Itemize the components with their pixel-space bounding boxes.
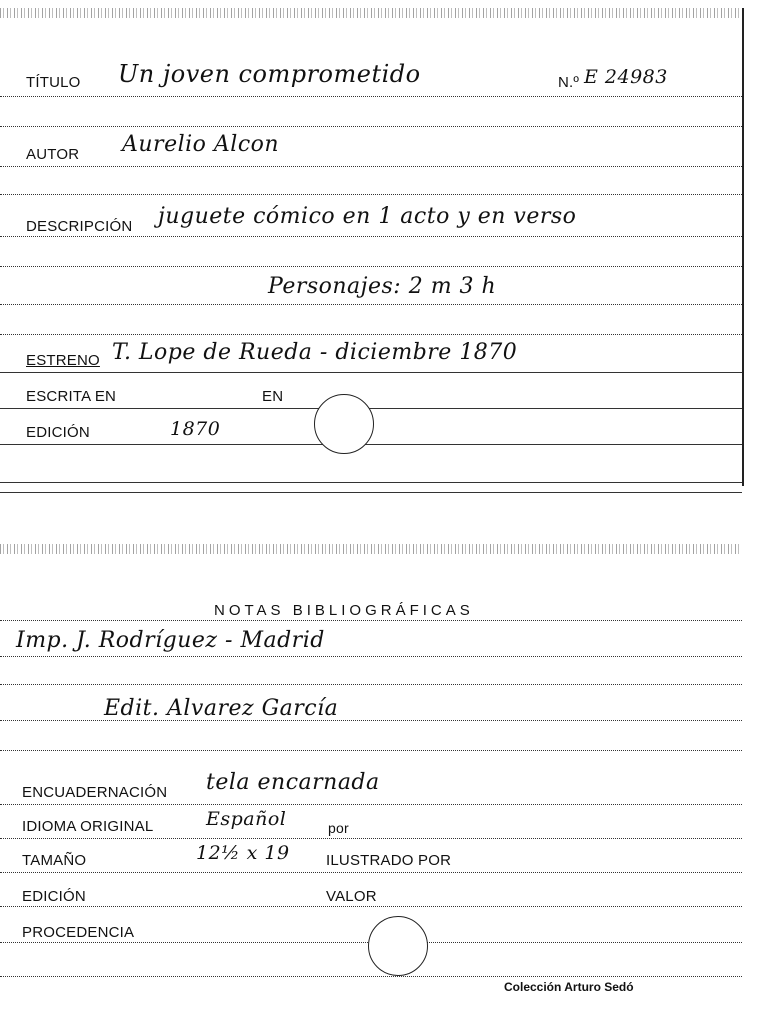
- procedencia-label: PROCEDENCIA: [22, 924, 135, 941]
- blank-rule: [0, 976, 742, 977]
- note-rule-2: [0, 720, 742, 721]
- note-rule-1: [0, 656, 742, 657]
- punch-hole: [368, 916, 428, 976]
- tamano-label: TAMAÑO: [22, 852, 87, 869]
- blank-rule: [0, 750, 742, 751]
- note-line-2: Edit. Alvarez García: [104, 696, 339, 721]
- estreno-rule: [0, 372, 742, 373]
- titulo-label: TÍTULO: [26, 74, 81, 91]
- punch-hole: [314, 394, 374, 454]
- descripcion-label: DESCRIPCIÓN: [26, 218, 133, 235]
- por-label: por: [328, 820, 349, 836]
- descripcion-line2: Personajes: 2 m 3 h: [268, 274, 497, 299]
- bottom-catalog-card: [0, 544, 742, 1028]
- edicion-value: 1870: [170, 418, 221, 440]
- blank-rule: [0, 266, 742, 267]
- descripcion-rule: [0, 236, 742, 237]
- card-separator: [0, 492, 742, 493]
- titulo-rule: [0, 96, 742, 97]
- valor-label: VALOR: [326, 888, 377, 905]
- titulo-value: Un joven comprometido: [118, 60, 421, 88]
- heading-rule: [0, 620, 742, 621]
- autor-rule: [0, 166, 742, 167]
- ilustrado-label: ILUSTRADO POR: [326, 852, 452, 869]
- escrita-label: ESCRITA EN: [26, 388, 117, 405]
- blank-rule: [0, 126, 742, 127]
- numero-label: N.º: [558, 74, 580, 91]
- estreno-label: ESTRENO: [26, 352, 100, 369]
- idioma-rule: [0, 838, 742, 839]
- card-top-edge: [0, 544, 742, 554]
- edicion-label: EDICIÓN: [26, 424, 90, 441]
- escrita-rule: [0, 408, 742, 409]
- edicion-rule: [0, 906, 742, 907]
- edicion-label: EDICIÓN: [22, 888, 86, 905]
- notas-heading: NOTAS BIBLIOGRÁFICAS: [214, 602, 474, 619]
- numero-value: E 24983: [584, 66, 668, 88]
- idioma-label: IDIOMA ORIGINAL: [22, 818, 154, 835]
- note-line-1: Imp. J. Rodríguez - Madrid: [16, 628, 325, 653]
- autor-value: Aurelio Alcon: [122, 132, 280, 157]
- card-top-edge: [0, 8, 742, 18]
- encuadernacion-label: ENCUADERNACIÓN: [22, 784, 168, 801]
- encuadernacion-value: tela encarnada: [206, 770, 380, 795]
- collection-credit: Colección Arturo Sedó: [504, 980, 634, 994]
- top-catalog-card: [0, 8, 744, 486]
- blank-rule: [0, 684, 742, 685]
- autor-label: AUTOR: [26, 146, 80, 163]
- edicion-rule: [0, 444, 742, 445]
- estreno-value: T. Lope de Rueda - diciembre 1870: [112, 340, 518, 365]
- blank-rule: [0, 194, 742, 195]
- descripcion2-rule: [0, 304, 742, 305]
- encuadernacion-rule: [0, 804, 742, 805]
- blank-rule: [0, 334, 742, 335]
- tamano-rule: [0, 872, 742, 873]
- en-label: EN: [262, 388, 284, 405]
- descripcion-value: juguete cómico en 1 acto y en verso: [158, 204, 577, 229]
- card-bottom-edge: [0, 482, 742, 483]
- idioma-value: Español: [206, 808, 287, 830]
- tamano-value: 12½ x 19: [196, 842, 290, 864]
